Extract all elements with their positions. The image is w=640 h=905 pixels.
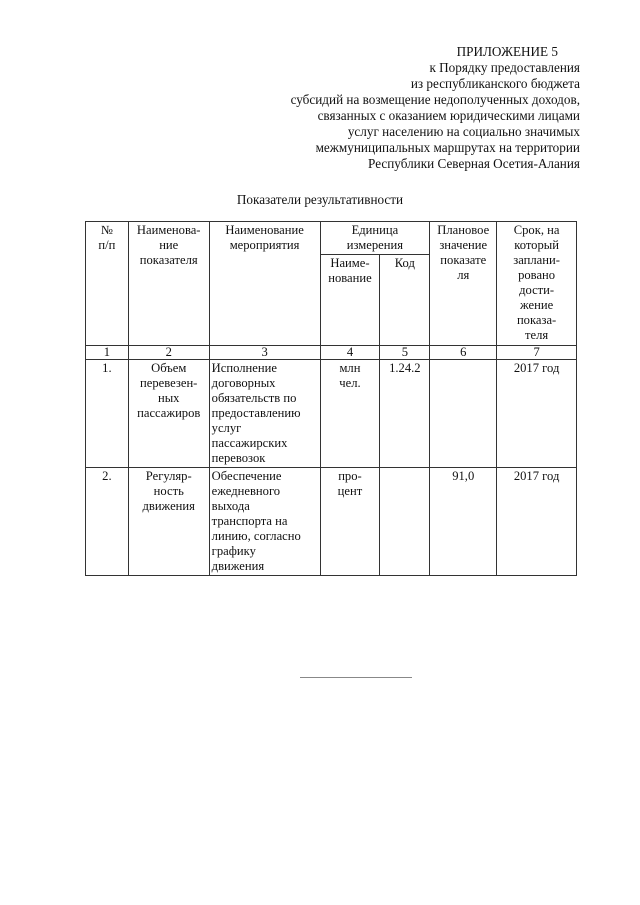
row-num: 2. [86, 468, 129, 576]
row-unit-name: про- цент [320, 468, 380, 576]
document-title: Показатели результативности [236, 192, 404, 207]
header-line: услуг населению на социально значимых [347, 124, 580, 139]
row-planned: 91,0 [430, 468, 497, 576]
row-planned [430, 360, 497, 468]
indicators-table [85, 221, 577, 576]
header-line: Республики Северная Осетия-Алания [368, 156, 580, 171]
column-numbers-row [86, 346, 577, 360]
header-line: субсидий на возмещение недополученных доходов, [290, 92, 580, 107]
table-row [86, 468, 577, 576]
header-planned: Плановое значение показате ля [430, 222, 497, 346]
table-row [86, 360, 577, 468]
column-number: 5 [380, 346, 430, 360]
column-number: 4 [320, 346, 380, 360]
row-deadline: 2017 год [497, 360, 577, 468]
closing-rule [300, 677, 412, 678]
header-line: к Порядку предоставления [429, 60, 580, 75]
appendix-header [291, 44, 580, 172]
row-unit-code: 1.24.2 [380, 360, 430, 468]
row-unit-code [380, 468, 430, 576]
row-measure: Исполнение договорных обязательств по предоставлению услуг пассажирских перевозок [209, 360, 320, 468]
row-deadline: 2017 год [497, 468, 577, 576]
header-deadline: Срок, на который заплани- ровано дости- жение показа- теля [497, 222, 577, 346]
header-unit: Единица измерения [320, 222, 430, 255]
row-indicator: Объем перевезен- ных пассажиров [128, 360, 209, 468]
header-num: № п/п [86, 222, 129, 346]
column-number: 1 [86, 346, 129, 360]
appendix-number: ПРИЛОЖЕНИЕ 5 [456, 44, 558, 59]
header-line: из республиканского бюджета [410, 76, 580, 91]
column-number: 2 [128, 346, 209, 360]
row-num: 1. [86, 360, 129, 468]
header-line: межмуниципальных маршрутах на территории [315, 140, 580, 155]
row-measure: Обеспечение ежедневного выхода транспорта на линию, согласно графику движения [209, 468, 320, 576]
header-unit-code: Код [380, 255, 430, 346]
header-indicator: Наименова- ние показателя [128, 222, 209, 346]
column-number: 3 [209, 346, 320, 360]
row-indicator: Регуляр- ность движения [128, 468, 209, 576]
header-unit-name: Наиме- нование [320, 255, 380, 346]
header-line: связанных с оказанием юридическими лицами [317, 108, 580, 123]
header-measure: Наименование мероприятия [209, 222, 320, 346]
header-row [86, 222, 577, 255]
row-unit-name: млн чел. [320, 360, 380, 468]
column-number: 6 [430, 346, 497, 360]
column-number: 7 [497, 346, 577, 360]
